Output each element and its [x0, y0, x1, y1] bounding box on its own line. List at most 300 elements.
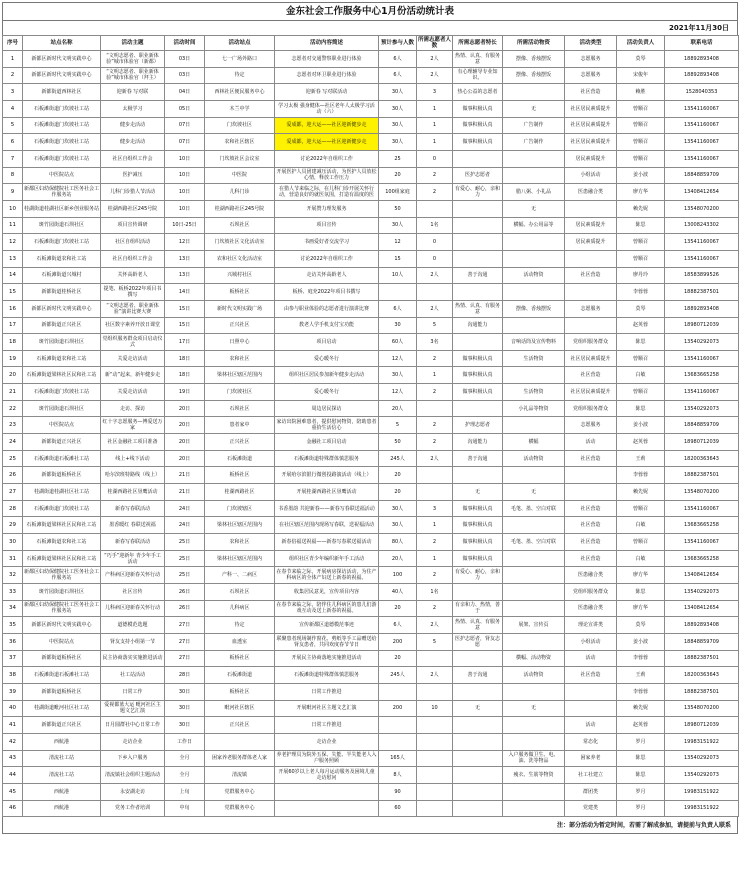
- table-cell: 石板滩街道门坎坡社工站: [23, 500, 101, 517]
- table-cell: 6: [3, 134, 23, 151]
- table-row: [3, 184, 739, 201]
- table-cell: 12人: [379, 350, 417, 367]
- column-header: 序号: [3, 36, 23, 51]
- table-cell: 赵英蓉: [617, 317, 665, 334]
- table-cell: 迎新春 写对联活动: [275, 84, 379, 101]
- column-header: 联系电话: [665, 36, 739, 51]
- table-cell: 25: [3, 450, 23, 467]
- table-cell: 26日: [165, 584, 205, 601]
- table-cell: 27日: [165, 633, 205, 650]
- table-cell: 40人: [379, 584, 417, 601]
- table-cell: 13541160067: [665, 100, 739, 117]
- table-cell: 开展桂湖西路社区垦鹰活动: [275, 484, 379, 501]
- column-header: 活动内容简述: [275, 36, 379, 51]
- table-cell: 200: [379, 700, 417, 717]
- table-cell: 新都街道板桥社区: [23, 467, 101, 484]
- table-cell: 开展医护人员团建减压活动，为医护人员放松心情，释放工作压力: [275, 167, 379, 184]
- footnote: 注：部分活动为暂定时间，若需了解成参加，请提前与负责人联系: [2, 817, 738, 834]
- table-cell: 医患融合类: [565, 567, 617, 584]
- table-cell: 项目宣传: [275, 217, 379, 234]
- column-header: 预计参与人数: [379, 36, 417, 51]
- table-cell: 石板滩街道梁林社区民和社工站: [23, 367, 101, 384]
- table-cell: 30人: [379, 367, 417, 384]
- table-cell: [453, 650, 503, 667]
- table-cell: 18200363643: [665, 450, 739, 467]
- table-cell: 1名: [417, 584, 453, 601]
- table-cell: 日常工作: [101, 683, 165, 700]
- table-row: [3, 84, 739, 101]
- table-cell: 中医院站点: [23, 633, 101, 650]
- table-cell: 板桥社区: [205, 650, 275, 667]
- table-cell: 03日: [165, 51, 205, 68]
- table-cell: [417, 200, 453, 217]
- column-header: 活动类型: [565, 36, 617, 51]
- table-cell: 门坎坡辖区: [205, 500, 275, 517]
- table-cell: 陈思: [617, 767, 665, 784]
- table-cell: 廖丹玲: [617, 267, 665, 284]
- table-cell: 热情、认真、有服务意: [453, 300, 503, 317]
- table-cell: 党组织服务群众项目启动仪式: [101, 334, 165, 351]
- table-cell: 姜小波: [617, 633, 665, 650]
- table-cell: 志愿服务: [565, 300, 617, 317]
- table-cell: 石板滩街道梁林社区民和社工站: [23, 517, 101, 534]
- column-header: 所需志愿者人数: [418, 37, 452, 49]
- table-cell: 日照中心: [205, 334, 275, 351]
- table-row: [3, 234, 739, 251]
- table-cell: 群团类: [565, 783, 617, 800]
- table-cell: 30: [3, 534, 23, 551]
- sheet-title: 金东社会工作服务中心1月份活动统计表: [2, 2, 738, 20]
- table-cell: [503, 250, 565, 267]
- table-cell: 33: [3, 584, 23, 601]
- table-cell: 走访企业: [275, 733, 379, 750]
- table-cell: 党群服务中心: [205, 800, 275, 817]
- table-cell: 活动: [565, 717, 617, 734]
- column-header: 站点名称: [23, 36, 101, 51]
- table-cell: 居民素质提升: [565, 150, 617, 167]
- table-cell: 26: [3, 467, 23, 484]
- table-cell: 太极学习: [101, 100, 165, 117]
- table-cell: 13408412654: [665, 567, 739, 584]
- table-cell: 党组织服务群众: [565, 334, 617, 351]
- table-cell: 2: [417, 434, 453, 451]
- table-cell: 18882387501: [665, 284, 739, 301]
- table-cell: 12人: [379, 384, 417, 401]
- table-cell: [503, 800, 565, 817]
- column-header: 活动站点: [205, 36, 275, 51]
- table-cell: [453, 683, 503, 700]
- table-cell: 清流社工站: [23, 767, 101, 784]
- table-cell: 13540292073: [665, 750, 739, 767]
- table-cell: 无: [503, 100, 565, 117]
- table-cell: 13541160067: [665, 150, 739, 167]
- table-cell: 板桥社区: [205, 284, 275, 301]
- table-cell: 1: [417, 134, 453, 151]
- table-cell: [417, 683, 453, 700]
- table-cell: 2人: [417, 667, 453, 684]
- table-cell: 组织社区青少年编织新年手工活动: [275, 550, 379, 567]
- table-cell: 18980712039: [665, 317, 739, 334]
- table-cell: 正兴社区: [205, 434, 275, 451]
- table-row: [3, 600, 739, 617]
- table-row: [3, 733, 739, 750]
- table-cell: 80人: [379, 534, 417, 551]
- table-cell: 项目启动: [275, 334, 379, 351]
- table-cell: 曾顺召: [617, 350, 665, 367]
- table-cell: 13683665258: [665, 367, 739, 384]
- table-cell: 13683665258: [665, 550, 739, 567]
- table-row: [3, 534, 739, 551]
- table-cell: [379, 733, 417, 750]
- table-cell: 石板滩街道: [205, 450, 275, 467]
- table-cell: 横幅: [503, 434, 565, 451]
- table-cell: 困家养老: [565, 750, 617, 767]
- table-cell: 廖方华: [617, 184, 665, 201]
- table-cell: 20日: [165, 417, 205, 434]
- table-cell: 10日-25日: [165, 217, 205, 234]
- table-cell: 横幅、办公用品等: [503, 217, 565, 234]
- table-cell: [503, 567, 565, 584]
- table-cell: [417, 800, 453, 817]
- table-cell: 开展哈尔滨银行微创投路演活动（线上）: [275, 467, 379, 484]
- table-cell: 李蓉蓉: [617, 467, 665, 484]
- table-cell: 30人: [379, 134, 417, 151]
- table-cell: 斑竹园街道石坝社区: [23, 217, 101, 234]
- table-cell: 1: [3, 51, 23, 68]
- table-cell: 新都街道板桥社区: [23, 683, 101, 700]
- table-cell: 24: [3, 434, 23, 451]
- table-cell: 新都街道桂桥社区: [23, 284, 101, 301]
- table-cell: 10人: [379, 267, 417, 284]
- table-cell: 兴城村社区: [205, 267, 275, 284]
- table-cell: [417, 783, 453, 800]
- table-cell: 血透室: [205, 633, 275, 650]
- table-cell: [503, 234, 565, 251]
- table-cell: 13541160067: [665, 134, 739, 151]
- table-cell: 1: [417, 517, 453, 534]
- table-cell: 石板滩街道特殊群体慎思服务: [275, 450, 379, 467]
- table-row: [3, 200, 739, 217]
- table-cell: 22: [3, 400, 23, 417]
- table-cell: 生活物资: [503, 384, 565, 401]
- table-cell: 爱成都，迎大运——社区迎新健步走: [275, 117, 379, 134]
- table-cell: 生活物资: [503, 350, 565, 367]
- table-cell: 12日: [165, 234, 205, 251]
- table-cell: 14: [3, 267, 23, 284]
- table-cell: 无: [453, 700, 503, 717]
- table-cell: 学习太极 强身健体—社区老年人太极学习活动（六）: [275, 100, 379, 117]
- table-cell: 0: [417, 234, 453, 251]
- table-cell: 在春节来临之际，开展病房探访活动，为住产科病区的全体产妇送上新春的祝福。: [275, 567, 379, 584]
- report-date: 2021年11月30日: [2, 20, 738, 35]
- table-cell: 患者家中: [205, 417, 275, 434]
- table-cell: 志愿服务: [565, 51, 617, 68]
- table-cell: 13540292073: [665, 334, 739, 351]
- table-cell: 18: [3, 334, 23, 351]
- table-cell: 桂湖西路社区垦鹰活动: [101, 484, 165, 501]
- table-cell: 42: [3, 733, 23, 750]
- table-cell: 44: [3, 767, 23, 784]
- table-cell: 24日: [165, 517, 205, 534]
- table-cell: 3: [3, 84, 23, 101]
- table-cell: 农和社区辖区: [205, 134, 275, 151]
- table-cell: 2人: [417, 67, 453, 84]
- table-cell: 39: [3, 683, 23, 700]
- table-cell: 19983151922: [665, 800, 739, 817]
- table-cell: 摆像、香烛摆饭: [503, 51, 565, 68]
- table-cell: 20: [3, 367, 23, 384]
- table-cell: 做事积极认真: [453, 100, 503, 117]
- table-cell: 12: [3, 234, 23, 251]
- table-cell: 赖胜: [617, 84, 665, 101]
- table-cell: 曾顺召: [617, 500, 665, 517]
- table-cell: [417, 484, 453, 501]
- table-cell: 2: [3, 67, 23, 84]
- table-cell: 上旬: [165, 783, 205, 800]
- table-cell: [503, 84, 565, 101]
- table-cell: 50: [379, 200, 417, 217]
- table-cell: 1: [417, 100, 453, 117]
- table-cell: 18848859709: [665, 417, 739, 434]
- table-cell: 11: [3, 217, 23, 234]
- table-cell: 18583899526: [665, 267, 739, 284]
- table-cell: 宋俊年: [617, 67, 665, 84]
- table-cell: 小礼品等物资: [503, 400, 565, 417]
- column-header: 活动主题: [101, 36, 165, 51]
- table-cell: 1: [417, 117, 453, 134]
- table-cell: 板桥社区: [205, 683, 275, 700]
- table-cell: 爱视都蓝大运 毗河社区主题文艺汇演: [101, 700, 165, 717]
- table-cell: 石板滩街道农和社工站: [23, 350, 101, 367]
- table-cell: [453, 150, 503, 167]
- table-cell: 7: [3, 150, 23, 167]
- table-cell: 下乡入户服务: [101, 750, 165, 767]
- table-cell: 王莉: [617, 450, 665, 467]
- table-row: [3, 250, 739, 267]
- table-cell: 社区居民素质提升: [565, 350, 617, 367]
- table-cell: [453, 284, 503, 301]
- table-cell: [503, 683, 565, 700]
- table-cell: [453, 250, 503, 267]
- table-cell: 社工社建立: [565, 767, 617, 784]
- table-cell: 2: [417, 417, 453, 434]
- table-cell: 曾顺召: [617, 150, 665, 167]
- table-cell: 莫琴: [617, 617, 665, 634]
- table-cell: [453, 467, 503, 484]
- table-cell: 18980712039: [665, 717, 739, 734]
- table-cell: 社区营造: [565, 450, 617, 467]
- table-cell: 30人: [379, 100, 417, 117]
- table-cell: 社区营造: [565, 534, 617, 551]
- table-cell: 无: [503, 484, 565, 501]
- table-cell: 社区金融社工项目准备: [101, 434, 165, 451]
- table-cell: 15: [3, 284, 23, 301]
- table-cell: 赖先妮: [617, 200, 665, 217]
- table-cell: 社区自组织工作会: [101, 250, 165, 267]
- table-cell: 20人: [379, 550, 417, 567]
- table-cell: 西航港: [23, 800, 101, 817]
- table-cell: 联聚患者现场制作窗花、剪纸等手工品赠送给肾友患者，共同欢度春节节日: [275, 633, 379, 650]
- table-cell: 2: [417, 350, 453, 367]
- table-cell: 19: [3, 350, 23, 367]
- table-row: [3, 300, 739, 317]
- table-cell: 2: [417, 167, 453, 184]
- table-cell: 毛笔、墨、空白对联: [503, 534, 565, 551]
- table-cell: 农和社区文化活动室: [205, 250, 275, 267]
- table-cell: 姜小波: [617, 167, 665, 184]
- table-cell: [565, 250, 617, 267]
- table-cell: 16: [3, 300, 23, 317]
- table-cell: 新都区新时代文明实践中心: [23, 617, 101, 634]
- table-cell: 健步走活动: [101, 134, 165, 151]
- table-cell: 23: [3, 417, 23, 434]
- table-cell: 社区居民素质提升: [565, 384, 617, 401]
- table-cell: 做事积极认真: [453, 367, 503, 384]
- table-cell: 组织社区居民参加新年健步走活动: [275, 367, 379, 384]
- table-cell: 2: [417, 534, 453, 551]
- table-cell: 有亲和力、热情，善于: [453, 600, 503, 617]
- table-cell: 热情、认真、有服务意: [453, 617, 503, 634]
- table-cell: 2人: [417, 450, 453, 467]
- table-cell: 30人: [379, 117, 417, 134]
- table-cell: 18892893408: [665, 67, 739, 84]
- table-cell: 新都街道正兴社区: [23, 317, 101, 334]
- table-cell: 07日: [165, 134, 205, 151]
- table-cell: 25日: [165, 567, 205, 584]
- table-cell: 社工站活动: [101, 667, 165, 684]
- table-cell: 9: [3, 184, 23, 201]
- table-cell: 关爱走访活动: [101, 384, 165, 401]
- table-cell: 石板滩街道门坎坡社工站: [23, 117, 101, 134]
- table-cell: 18882387501: [665, 650, 739, 667]
- table-cell: 中医院: [205, 167, 275, 184]
- table-cell: 10日: [165, 184, 205, 201]
- table-cell: 善于沟通: [453, 450, 503, 467]
- table-cell: 腊八粥、小礼品: [503, 184, 565, 201]
- table-cell: 曾顺召: [617, 100, 665, 117]
- table-cell: 困家养老服务群体老人家: [205, 750, 275, 767]
- table-cell: 理论宣讲类: [565, 617, 617, 634]
- table-cell: 正兴社区: [205, 317, 275, 334]
- table-cell: 清流社工站: [23, 750, 101, 767]
- table-cell: 产科一、二病区: [205, 567, 275, 584]
- table-cell: 志愿者对环卫职业进行体验: [275, 67, 379, 84]
- table-cell: 30人: [379, 517, 417, 534]
- table-cell: 20: [379, 484, 417, 501]
- table-row: [3, 167, 739, 184]
- table-cell: 无: [503, 700, 565, 717]
- table-cell: 中医院站点: [23, 417, 101, 434]
- table-cell: 医护志愿者，肾友志愿: [453, 633, 503, 650]
- table-cell: 30: [379, 317, 417, 334]
- table-cell: 开展赞力理发服务: [275, 200, 379, 217]
- table-cell: 陈思: [617, 584, 665, 601]
- table-cell: 新都区妇幼保健院社工医务社会工作服务站: [23, 567, 101, 584]
- table-cell: 28: [3, 500, 23, 517]
- table-cell: 爱成都，迎大运——社区迎新健步走: [275, 134, 379, 151]
- table-cell: 板桥、庭充2022年项目书撰写: [275, 284, 379, 301]
- table-cell: 1: [417, 367, 453, 384]
- table-cell: 25日: [165, 534, 205, 551]
- table-cell: 13683665258: [665, 517, 739, 534]
- table-cell: 新春写春联活动: [101, 534, 165, 551]
- table-cell: 10日: [165, 167, 205, 184]
- table-cell: 由参与职业体验的志愿者进行演讲比赛: [275, 300, 379, 317]
- table-cell: 党组织服务群众: [565, 584, 617, 601]
- table-cell: [417, 284, 453, 301]
- table-cell: 展架、宣传页: [503, 617, 565, 634]
- table-cell: [503, 284, 565, 301]
- table-cell: 开展毗河社区主题文艺汇演: [275, 700, 379, 717]
- table-cell: 03日: [165, 67, 205, 84]
- table-cell: [453, 800, 503, 817]
- table-cell: 石板滩街道: [205, 667, 275, 684]
- table-cell: 2: [417, 567, 453, 584]
- table-cell: 在猎人节来临之际，在儿科门诊开展关怀行动，营造良好的就医氛围，打造有温度的医: [275, 184, 379, 201]
- table-cell: 30日: [165, 700, 205, 717]
- table-cell: 待定: [205, 67, 275, 84]
- table-cell: [453, 400, 503, 417]
- table-cell: 小组活动: [565, 633, 617, 650]
- table-cell: [565, 284, 617, 301]
- table-cell: 13541160067: [665, 250, 739, 267]
- table-cell: 无: [503, 200, 565, 217]
- table-row: [3, 550, 739, 567]
- table-cell: [453, 200, 503, 217]
- table-cell: 30日: [165, 683, 205, 700]
- table-cell: 25: [379, 150, 417, 167]
- table-row: [3, 750, 739, 767]
- table-cell: 王莉: [617, 667, 665, 684]
- table-cell: [503, 633, 565, 650]
- table-cell: 165人: [379, 750, 417, 767]
- table-cell: 2人: [417, 617, 453, 634]
- table-cell: 木兰中学: [205, 100, 275, 117]
- table-cell: 6人: [379, 67, 417, 84]
- table-cell: 13541160067: [665, 534, 739, 551]
- table-cell: 社区自组织活动: [101, 234, 165, 251]
- table-cell: 曾顺召: [617, 534, 665, 551]
- table-row: [3, 467, 739, 484]
- table-cell: 18848859709: [665, 167, 739, 184]
- table-cell: [453, 334, 503, 351]
- table-cell: 儿科门诊猎人节活动: [101, 184, 165, 201]
- table-cell: 13: [3, 250, 23, 267]
- table-row: [3, 500, 739, 517]
- table-cell: 18日: [165, 350, 205, 367]
- table-cell: 3: [417, 500, 453, 517]
- table-cell: 20人: [379, 400, 417, 417]
- table-cell: 迎新春 写对联: [101, 84, 165, 101]
- table-row: [3, 367, 739, 384]
- table-row: [3, 633, 739, 650]
- table-cell: 0: [417, 150, 453, 167]
- table-cell: 爱心暖冬行: [275, 350, 379, 367]
- table-cell: 2: [417, 600, 453, 617]
- table-cell: 5: [3, 117, 23, 134]
- table-cell: 摆像、香烛摆饭: [503, 300, 565, 317]
- table-cell: 白敏: [617, 550, 665, 567]
- column-header: 活动负责人: [617, 36, 665, 51]
- table-cell: 小组活动: [565, 167, 617, 184]
- table-row: [3, 100, 739, 117]
- table-cell: 石板滩街道石板滩社工站: [23, 450, 101, 467]
- table-cell: [503, 584, 565, 601]
- table-cell: 沟通能力: [453, 317, 503, 334]
- table-cell: 13540292073: [665, 767, 739, 784]
- table-cell: 新都区新时代文明实践中心: [23, 300, 101, 317]
- table-cell: [503, 717, 565, 734]
